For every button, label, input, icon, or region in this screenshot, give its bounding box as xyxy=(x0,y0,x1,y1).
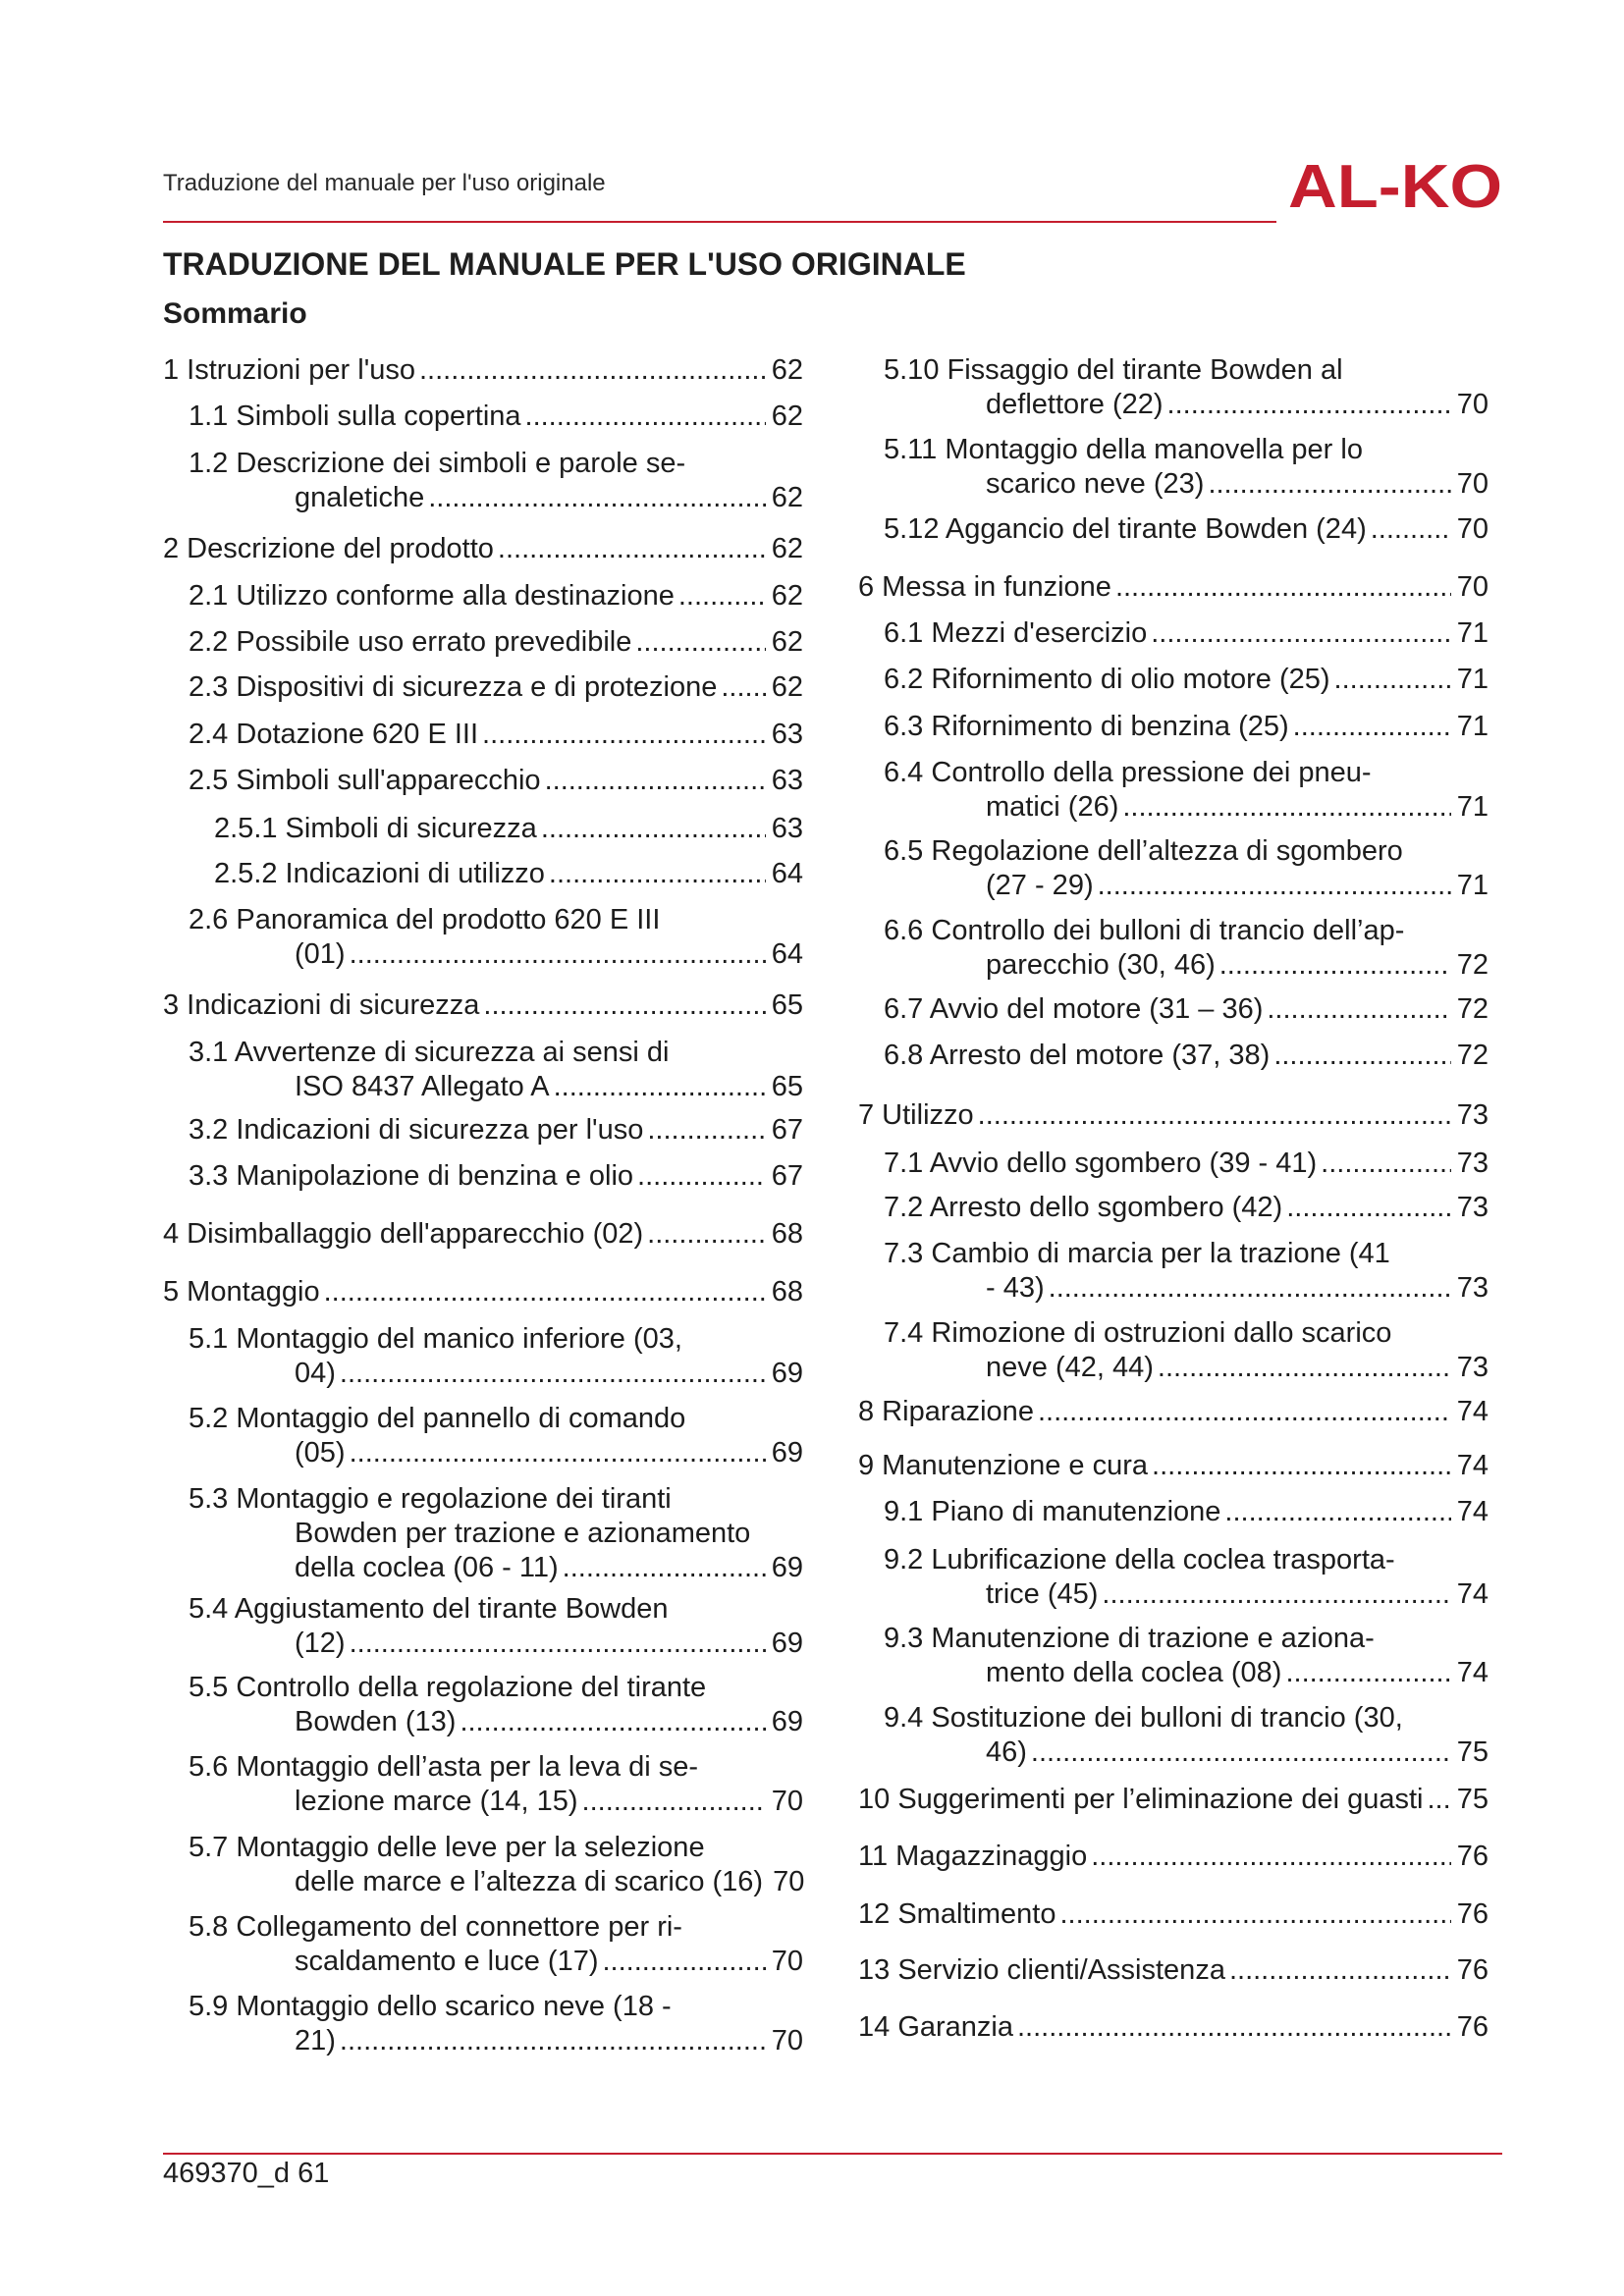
toc-page-number: 74 xyxy=(1456,1450,1489,1481)
toc-entry-text: 5.3 Montaggio e regolazione dei tiranti xyxy=(189,1483,672,1515)
toc-entry-text: 21) xyxy=(295,2025,336,2056)
toc-page-number: 64 xyxy=(771,938,803,970)
toc-entry-1-1-simboli-sulla-copertina[interactable] xyxy=(163,400,803,434)
toc-page-number: 72 xyxy=(1456,993,1489,1025)
dot-leader xyxy=(1321,1147,1451,1181)
toc-page-number: 75 xyxy=(1456,1784,1489,1815)
toc-entry-text: 3 Indicazioni di sicurezza xyxy=(163,989,480,1021)
toc-entry-text: gnaletiche xyxy=(295,482,425,513)
dot-leader xyxy=(647,1113,765,1148)
toc-entry-text: (27 - 29) xyxy=(986,870,1094,901)
toc-page-number: 76 xyxy=(1456,1954,1489,1986)
toc-entry-text: 9.1 Piano di manutenzione xyxy=(884,1496,1221,1527)
toc-entry-text: trice (45) xyxy=(986,1578,1099,1610)
dot-leader xyxy=(340,1357,766,1391)
toc-entry-text: scarico neve (23) xyxy=(986,468,1205,500)
toc-entry-text: 2.5.1 Simboli di sicurezza xyxy=(214,813,537,844)
toc-entry-5-12-aggancio-del-tirante-bowden-24[interactable] xyxy=(858,512,1489,547)
toc-entry-6-8-arresto-del-motore-37-38[interactable] xyxy=(858,1039,1489,1073)
toc-page-number: 73 xyxy=(1456,1192,1489,1223)
dot-leader xyxy=(419,353,766,388)
document-title: TRADUZIONE DEL MANUALE PER L'USO ORIGINALE xyxy=(163,246,966,282)
toc-entry-text: (01) xyxy=(295,938,346,970)
toc-page-number: 62 xyxy=(771,482,803,513)
dot-leader xyxy=(1060,1897,1451,1932)
toc-entry-text: 6.4 Controllo della pressione dei pneu- xyxy=(884,757,1372,788)
toc-entry-7-3-cambio-di-marcia-per-la-trazione-41[interactable] xyxy=(858,1237,1489,1306)
toc-page-number: 62 xyxy=(771,671,803,703)
toc-page-number: 69 xyxy=(771,1706,803,1737)
toc-entry-text: lezione marce (14, 15) xyxy=(295,1786,578,1817)
toc-page-number: 75 xyxy=(1456,1736,1489,1768)
toc-entry-9-manutenzione-e-cura[interactable] xyxy=(858,1449,1489,1483)
dot-leader xyxy=(1102,1577,1450,1612)
toc-entry-text: 1 Istruzioni per l'uso xyxy=(163,354,415,386)
toc-page-number: 63 xyxy=(771,765,803,796)
toc-entry-2-5-2-indicazioni-di-utilizzo[interactable] xyxy=(163,857,803,891)
toc-entry-5-2-montaggio-del-pannello-di-comando[interactable] xyxy=(163,1402,803,1470)
dot-leader xyxy=(1208,467,1450,502)
toc-entry-text: - 43) xyxy=(986,1272,1045,1304)
toc-page-number: 70 xyxy=(1456,571,1489,603)
dot-leader xyxy=(1428,1783,1451,1817)
toc-entry-6-1-mezzi-d-esercizio[interactable] xyxy=(858,616,1489,651)
toc-entry-text: 5.12 Aggancio del tirante Bowden (24) xyxy=(884,513,1367,545)
toc-page-number: 76 xyxy=(1456,1841,1489,1872)
toc-page-number: 71 xyxy=(1456,791,1489,823)
dot-leader xyxy=(1049,1271,1451,1306)
toc-entry-5-4-aggiustamento-del-tirante-bowden[interactable] xyxy=(163,1592,803,1661)
toc-entry-text: della coclea (06 - 11) xyxy=(295,1552,559,1583)
toc-entry-6-5-regolazione-dell-altezza-di-sgombero[interactable] xyxy=(858,834,1489,903)
toc-entry-text: 2.5.2 Indicazioni di utilizzo xyxy=(214,858,545,889)
toc-entry-text: 7.4 Rimozione di ostruzioni dallo scarico xyxy=(884,1317,1392,1349)
toc-entry-2-5-simboli-sull-apparecchio[interactable] xyxy=(163,764,803,798)
toc-page-number: 71 xyxy=(1456,617,1489,649)
toc-entry-text: 5.1 Montaggio del manico inferiore (03, xyxy=(189,1323,682,1355)
toc-entry-text: 10 Suggerimenti per l’eliminazione dei guasti xyxy=(858,1784,1424,1815)
dot-leader xyxy=(545,764,766,798)
toc-entry-5-montaggio[interactable] xyxy=(163,1275,803,1309)
toc-entry-3-3-manipolazione-di-benzina-e-olio[interactable] xyxy=(163,1159,803,1194)
toc-entry-2-5-1-simboli-di-sicurezza[interactable] xyxy=(163,812,803,846)
toc-entry-text: 4 Disimballaggio dell'apparecchio (02) xyxy=(163,1218,644,1250)
dot-leader xyxy=(460,1705,765,1739)
page-footer: 469370_d 61 xyxy=(163,2158,330,2189)
toc-entry-7-4-rimozione-di-ostruzioni-dallo-scaric[interactable] xyxy=(858,1316,1489,1385)
alko-logo xyxy=(1288,155,1502,216)
dot-leader xyxy=(1334,663,1451,697)
dot-leader xyxy=(350,1436,766,1470)
toc-entry-5-6-montaggio-dell-asta-per-la-leva-di-s[interactable] xyxy=(163,1750,803,1819)
toc-page-number: 74 xyxy=(1456,1396,1489,1427)
toc-page-number: 64 xyxy=(771,858,803,889)
toc-page-number: 62 xyxy=(771,400,803,432)
toc-entry-6-4-controllo-della-pressione-dei-pneu[interactable] xyxy=(858,756,1489,825)
toc-entry-text: 5.8 Collegamento del connettore per ri- xyxy=(189,1911,682,1943)
toc-page-number: 70 xyxy=(771,1786,803,1817)
toc-entry-text: 9.3 Manutenzione di trazione e aziona- xyxy=(884,1623,1375,1654)
toc-entry-text: 5.2 Montaggio del pannello di comando xyxy=(189,1403,686,1434)
dot-leader xyxy=(1285,1656,1450,1690)
toc-page-number: 70 xyxy=(1456,513,1489,545)
toc-entry-5-1-montaggio-del-manico-inferiore-03[interactable] xyxy=(163,1322,803,1391)
toc-page-number: 74 xyxy=(1456,1496,1489,1527)
toc-entry-text: 2.3 Dispositivi di sicurezza e di protezione xyxy=(189,671,718,703)
dot-leader xyxy=(1286,1191,1451,1225)
toc-entry-text: 5 Montaggio xyxy=(163,1276,320,1308)
toc-entry-text: 7.1 Avvio dello sgombero (39 - 41) xyxy=(884,1148,1318,1179)
toc-page-number: 71 xyxy=(1456,870,1489,901)
header-rule xyxy=(163,221,1276,223)
dot-leader xyxy=(340,2024,766,2058)
toc-page-number: 69 xyxy=(771,1437,803,1468)
toc-entry-text: 7.2 Arresto dello sgombero (42) xyxy=(884,1192,1283,1223)
toc-entry-text: delle marce e l’altezza di scarico (16) xyxy=(295,1866,764,1897)
dot-leader xyxy=(1152,1449,1451,1483)
dot-leader xyxy=(483,988,765,1023)
dot-leader xyxy=(482,718,766,752)
toc-entry-text: 6.6 Controllo dei bulloni di trancio dell’ap- xyxy=(884,915,1405,946)
toc-entry-2-4-dotazione-620-e-iii[interactable] xyxy=(163,718,803,752)
dot-leader xyxy=(1371,512,1451,547)
toc-entry-text: (12) xyxy=(295,1628,346,1659)
toc-entry-text: 3.3 Manipolazione di benzina e olio xyxy=(189,1160,634,1192)
toc-entry-text: matici (26) xyxy=(986,791,1119,823)
toc-page-number: 65 xyxy=(771,989,803,1021)
dot-leader xyxy=(1219,948,1451,983)
toc-page-number: 67 xyxy=(771,1114,803,1146)
toc-entry-text: 2.6 Panoramica del prodotto 620 E III xyxy=(189,904,661,935)
toc-page-number: 69 xyxy=(771,1628,803,1659)
toc-entry-4-disimballaggio-dell-apparecchio-02[interactable] xyxy=(163,1217,803,1252)
toc-page-number: 76 xyxy=(1456,2011,1489,2043)
toc-entry-3-indicazioni-di-sicurezza[interactable] xyxy=(163,988,803,1023)
running-header: Traduzione del manuale per l'uso originale xyxy=(163,170,606,196)
toc-page-number: 68 xyxy=(771,1276,803,1308)
toc-page-number: 62 xyxy=(771,533,803,564)
toc-entry-text: 5.4 Aggiustamento del tirante Bowden xyxy=(189,1593,669,1625)
toc-entry-9-4-sostituzione-dei-bulloni-di-trancio-[interactable] xyxy=(858,1701,1489,1770)
toc-entry-3-1-avvertenze-di-sicurezza-ai-sensi-di[interactable] xyxy=(163,1036,803,1104)
toc-page-number: 73 xyxy=(1456,1352,1489,1383)
toc-entry-text: 6.8 Arresto del motore (37, 38) xyxy=(884,1040,1271,1071)
toc-entry-text: 2.4 Dotazione 620 E III xyxy=(189,719,479,750)
toc-entry-text: 6.1 Mezzi d'esercizio xyxy=(884,617,1148,649)
dot-leader xyxy=(603,1945,766,1979)
toc-entry-8-riparazione[interactable] xyxy=(858,1395,1489,1429)
toc-entry-text: 5.6 Montaggio dell’asta per la leva di se- xyxy=(189,1751,699,1783)
dot-leader xyxy=(637,1159,766,1194)
dot-leader xyxy=(1038,1395,1451,1429)
toc-entry-text: 1.2 Descrizione dei simboli e parole se- xyxy=(189,448,686,479)
toc-page-number: 73 xyxy=(1456,1099,1489,1131)
toc-page-number: 65 xyxy=(771,1071,803,1102)
toc-entry-text: 46) xyxy=(986,1736,1027,1768)
toc-entry-text: 2 Descrizione del prodotto xyxy=(163,533,494,564)
toc-entry-text: 9.2 Lubrificazione della coclea trasporta- xyxy=(884,1544,1395,1575)
toc-entry-9-3-manutenzione-di-trazione-e-aziona[interactable] xyxy=(858,1622,1489,1690)
toc-entry-10-suggerimenti-per-l-eliminazione-dei-g[interactable] xyxy=(858,1783,1489,1817)
toc-page-number: 76 xyxy=(1456,1898,1489,1930)
toc-entry-text: 5.11 Montaggio della manovella per lo xyxy=(884,434,1363,465)
toc-page-number: 68 xyxy=(771,1218,803,1250)
toc-entry-text: 1.1 Simboli sulla copertina xyxy=(189,400,521,432)
toc-page-number: 70 xyxy=(771,2025,803,2056)
toc-entry-text: 7.3 Cambio di marcia per la trazione (41 xyxy=(884,1238,1390,1269)
dot-leader xyxy=(1017,2010,1451,2045)
dot-leader xyxy=(350,937,766,972)
toc-entry-text: 6.5 Regolazione dell’altezza di sgombero xyxy=(884,835,1403,867)
toc-entry-14-garanzia[interactable] xyxy=(858,2010,1489,2045)
dot-leader xyxy=(647,1217,766,1252)
dot-leader xyxy=(635,625,765,660)
dot-leader xyxy=(554,1070,766,1104)
dot-leader xyxy=(1122,790,1450,825)
dot-leader xyxy=(549,857,766,891)
toc-page-number: 71 xyxy=(1456,711,1489,742)
toc-entry-5-9-montaggio-dello-scarico-neve-18[interactable] xyxy=(163,1990,803,2058)
toc-entry-1-2-descrizione-dei-simboli-e-parole-se[interactable] xyxy=(163,447,803,515)
dot-leader xyxy=(1273,1039,1450,1073)
toc-entry-text: 3.2 Indicazioni di sicurezza per l'uso xyxy=(189,1114,644,1146)
toc-entry-5-7-montaggio-delle-leve-per-la-selezion[interactable] xyxy=(163,1831,803,1899)
toc-page-number: 70 xyxy=(1456,389,1489,420)
toc-page-number: 63 xyxy=(771,719,803,750)
toc-page-number: 67 xyxy=(771,1160,803,1192)
toc-page-number: 74 xyxy=(1456,1578,1489,1610)
toc-entry-6-3-rifornimento-di-benzina-25[interactable] xyxy=(858,710,1489,744)
toc-entry-7-1-avvio-dello-sgombero-39-41[interactable] xyxy=(858,1147,1489,1181)
toc-entry-text: scaldamento e luce (17) xyxy=(295,1946,599,1977)
toc-entry-text: 5.7 Montaggio delle leve per la selezione xyxy=(189,1832,705,1863)
dot-leader xyxy=(498,532,766,566)
toc-page-number: 70 xyxy=(771,1946,803,1977)
toc-entry-text: 8 Riparazione xyxy=(858,1396,1034,1427)
toc-entry-text: 2.5 Simboli sull'apparecchio xyxy=(189,765,541,796)
toc-entry-2-3-dispositivi-di-sicurezza-e-di-protez[interactable] xyxy=(163,670,803,705)
toc-entry-1-istruzioni-per-l-uso[interactable] xyxy=(163,353,803,388)
toc-entry-text: 6.2 Rifornimento di olio motore (25) xyxy=(884,664,1330,695)
toc-page-number: 70 xyxy=(773,1866,805,1897)
toc-page-number: 72 xyxy=(1456,949,1489,981)
dot-leader xyxy=(978,1098,1451,1133)
section-title: Sommario xyxy=(163,297,307,330)
dot-leader xyxy=(721,670,765,705)
dot-leader xyxy=(1293,710,1451,744)
toc-entry-text: parecchio (30, 46) xyxy=(986,949,1216,981)
toc-entry-text: 2.1 Utilizzo conforme alla destinazione xyxy=(189,580,675,612)
toc-entry-11-magazzinaggio[interactable] xyxy=(858,1840,1489,1874)
toc-entry-text: 6.3 Rifornimento di benzina (25) xyxy=(884,711,1289,742)
toc-entry-5-5-controllo-della-regolazione-del-tira[interactable] xyxy=(163,1671,803,1739)
toc-entry-text: neve (42, 44) xyxy=(986,1352,1154,1383)
toc-entry-7-utilizzo[interactable] xyxy=(858,1098,1489,1133)
toc-entry-2-2-possibile-uso-errato-prevedibile[interactable] xyxy=(163,625,803,660)
toc-entry-text: 6.7 Avvio del motore (31 – 36) xyxy=(884,993,1264,1025)
dot-leader xyxy=(1224,1495,1450,1529)
toc-entry-text: ISO 8437 Allegato A xyxy=(295,1071,550,1102)
toc-entry-text: 5.9 Montaggio dello scarico neve (18 - xyxy=(189,1991,672,2022)
toc-entry-text: 7 Utilizzo xyxy=(858,1099,974,1131)
dot-leader xyxy=(541,812,766,846)
toc-entry-text: 5.10 Fissaggio del tirante Bowden al xyxy=(884,354,1343,386)
toc-entry-3-2-indicazioni-di-sicurezza-per-l-uso[interactable] xyxy=(163,1113,803,1148)
toc-entry-text: mento della coclea (08) xyxy=(986,1657,1282,1688)
dot-leader xyxy=(563,1551,766,1585)
toc-page-number: 73 xyxy=(1456,1148,1489,1179)
toc-entry-text: 9 Manutenzione e cura xyxy=(858,1450,1149,1481)
dot-leader xyxy=(582,1785,766,1819)
dot-leader xyxy=(1098,869,1451,903)
toc-entry-6-6-controllo-dei-bulloni-di-trancio-del[interactable] xyxy=(858,914,1489,983)
dot-leader xyxy=(1267,992,1450,1027)
toc-page-number: 62 xyxy=(771,626,803,658)
toc-page-number: 63 xyxy=(771,813,803,844)
toc-entry-text: 04) xyxy=(295,1358,336,1389)
toc-entry-6-messa-in-funzione[interactable] xyxy=(858,570,1489,605)
toc-entry-12-smaltimento[interactable] xyxy=(858,1897,1489,1932)
toc-entry-7-2-arresto-dello-sgombero-42[interactable] xyxy=(858,1191,1489,1225)
footer-rule xyxy=(163,2153,1502,2155)
toc-page-number: 62 xyxy=(771,354,803,386)
dot-leader xyxy=(525,400,766,434)
dot-leader xyxy=(1158,1351,1451,1385)
toc-page-number: 74 xyxy=(1456,1657,1489,1688)
svg-text:AL-KO: AL-KO xyxy=(1288,155,1502,216)
dot-leader xyxy=(1167,388,1451,422)
dot-leader xyxy=(1151,616,1450,651)
dot-leader xyxy=(350,1627,766,1661)
toc-page-number: 62 xyxy=(771,580,803,612)
toc-entry-5-11-montaggio-della-manovella-per-lo[interactable] xyxy=(858,433,1489,502)
toc-entry-9-1-piano-di-manutenzione[interactable] xyxy=(858,1495,1489,1529)
toc-entry-text: 14 Garanzia xyxy=(858,2011,1013,2043)
toc-page-number: 72 xyxy=(1456,1040,1489,1071)
toc-entry-text: 6 Messa in funzione xyxy=(858,571,1111,603)
toc-page-number: 69 xyxy=(771,1552,803,1583)
toc-entry-text: 2.2 Possibile uso errato prevedibile xyxy=(189,626,632,658)
dot-leader xyxy=(678,579,766,614)
toc-entry-6-2-rifornimento-di-olio-motore-25[interactable] xyxy=(858,663,1489,697)
toc-entry-9-2-lubrificazione-della-coclea-trasport[interactable] xyxy=(858,1543,1489,1612)
toc-page-number: 69 xyxy=(771,1358,803,1389)
toc-entry-2-6-panoramica-del-prodotto-620-e-iii[interactable] xyxy=(163,903,803,972)
toc-entry-13-servizio-clienti-assistenza[interactable] xyxy=(858,1953,1489,1988)
toc-entry-text: 3.1 Avvertenze di sicurezza ai sensi di xyxy=(189,1037,670,1068)
toc-entry-text: (05) xyxy=(295,1437,346,1468)
toc-entry-5-10-fissaggio-del-tirante-bowden-al[interactable] xyxy=(858,353,1489,422)
toc-entry-5-8-collegamento-del-connettore-per-ri[interactable] xyxy=(163,1910,803,1979)
toc-entry-6-7-avvio-del-motore-31-36[interactable] xyxy=(858,992,1489,1027)
toc-entry-text: 5.5 Controllo della regolazione del tirante xyxy=(189,1672,707,1703)
toc-entry-text: 11 Magazzinaggio xyxy=(858,1841,1088,1872)
toc-entry-text: deflettore (22) xyxy=(986,389,1164,420)
toc-entry-text: 12 Smaltimento xyxy=(858,1898,1056,1930)
dot-leader xyxy=(1229,1953,1451,1988)
toc-entry-5-3-montaggio-e-regolazione-dei-tiranti[interactable] xyxy=(163,1482,803,1585)
toc-entry-2-1-utilizzo-conforme-alla-destinazione[interactable] xyxy=(163,579,803,614)
toc-entry-2-descrizione-del-prodotto[interactable] xyxy=(163,532,803,566)
toc-page-number: 70 xyxy=(1456,468,1489,500)
dot-leader xyxy=(428,481,766,515)
dot-leader xyxy=(324,1275,766,1309)
dot-leader xyxy=(1115,570,1451,605)
toc-entry-text: Bowden per trazione e azionamento xyxy=(295,1518,751,1549)
dot-leader xyxy=(1091,1840,1451,1874)
toc-entry-text: 13 Servizio clienti/Assistenza xyxy=(858,1954,1225,1986)
toc-entry-text: Bowden (13) xyxy=(295,1706,457,1737)
toc-page-number: 71 xyxy=(1456,664,1489,695)
toc-page-number: 73 xyxy=(1456,1272,1489,1304)
toc-entry-text: 9.4 Sostituzione dei bulloni di trancio (30, xyxy=(884,1702,1403,1734)
dot-leader xyxy=(1031,1735,1451,1770)
